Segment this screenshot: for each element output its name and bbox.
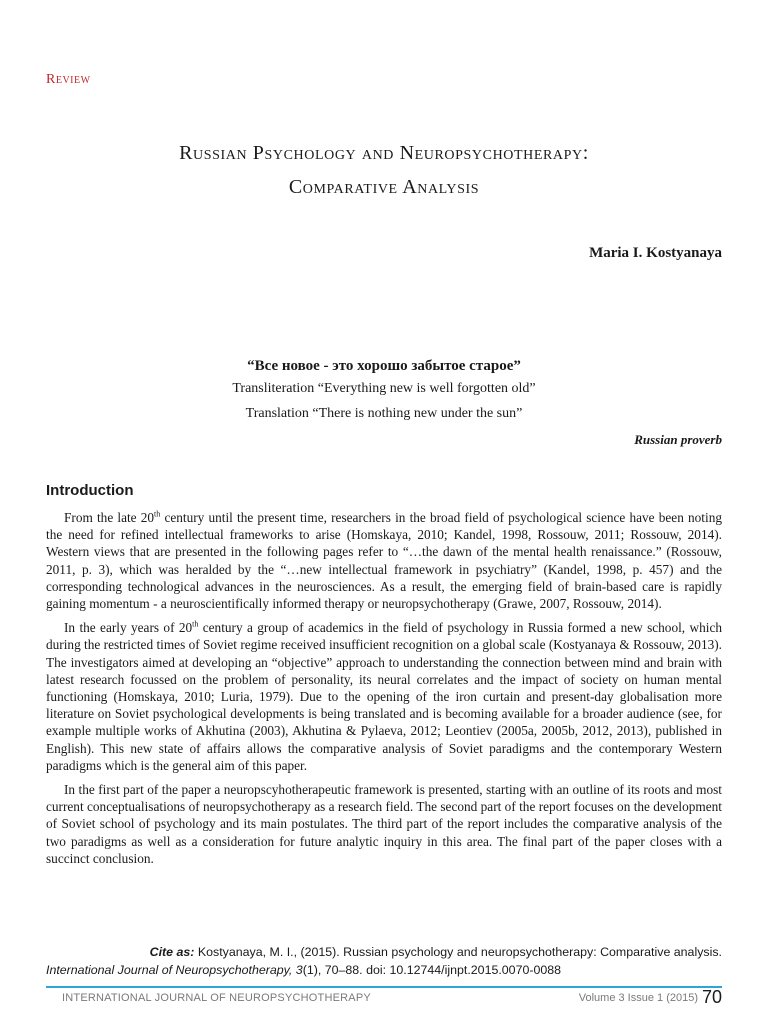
citation-block <box>46 943 722 979</box>
paragraph-1-superscript: th <box>154 509 161 519</box>
introduction-body <box>46 509 722 874</box>
paragraph-1 <box>46 509 722 612</box>
footer-journal-name: INTERNATIONAL JOURNAL OF NEUROPSYCHOTHERAPY <box>62 992 371 1004</box>
citation-journal: International Journal of Neuropsychotherapy, 3 <box>46 963 303 977</box>
citation-label: Cite as: <box>149 945 195 959</box>
citation-line-1 <box>46 943 722 961</box>
paragraph-2-text-b: century a group of academics in the field of psychology in Russia formed a new school, which during the restricted times of Soviet regime received insufficient recognition on a global scale (Kostyanaya & Rossouw, 2013). The investigators aimed at developing an “objective” approach to understanding the connection between mind and brain with latest research focussed on the problem of personality, its neural correlates and the impact of society on human mental functioning (Homskaya, 2010; Luria, 1979). Due to the opening of the iron curtain and present-day globalisation more literature on Soviet psychological developments is being translated and is becoming available for a broader audience (see, for example multiple works of Akhutina (2003), Akhutina & Pylaeva, 2012; Leontiev (2005a, 2005b, 2012, 2013), published in English). This new state of affairs allows the comparative analysis of Soviet paradigms and the contemporary Western paradigms which is the general aim of this paper. <box>46 620 722 773</box>
paragraph-2-text-a: In the early years of 20 <box>64 620 193 636</box>
article-title-line-2: Comparative Analysis <box>288 176 480 198</box>
paragraph-1-text-a: From the late 20 <box>64 510 155 525</box>
page-number: 70 <box>701 987 722 1007</box>
epigraph-quote: “Все новое - это хорошо забытое старое” <box>247 358 521 374</box>
paragraph-2 <box>46 619 722 774</box>
paragraph-2-superscript: th <box>192 619 199 629</box>
citation-text: Kostyanaya, M. I., (2015). Russian psychology and neuropsychotherapy: Comparative analysis. <box>194 945 722 959</box>
epigraph-translation: Translation “There is nothing new under the sun” <box>245 406 523 421</box>
paragraph-3: In the first part of the paper a neuropscyhotherapeutic framework is presented, starting with an outline of its roots and most current conceptualisations of neuropsychotherapy as a research field. The second part of the report focuses on the development of Soviet school of psychology and its main postulates. The third part of the report includes the comparative analysis of the two paradigms as well as a consideration for future analytic inquiry in this area. The final part of the paper closes with a succinct conclusion. <box>46 782 722 866</box>
article-title-line-1: Russian Psychology and Neuropsychotherapy: <box>179 142 589 164</box>
epigraph-transliteration: Transliteration “Everything new is well forgotten old” <box>232 381 536 396</box>
section-label: Review <box>46 72 91 87</box>
footer-volume-issue: Volume 3 Issue 1 (2015) <box>578 992 698 1004</box>
citation-issue-doi: (1), 70–88. doi: 10.12744/ijnpt.2015.0070-0088 <box>302 963 562 977</box>
section-heading-introduction: Introduction <box>46 482 134 499</box>
article-title <box>46 136 722 204</box>
epigraph-attribution: Russian proverb <box>634 432 722 447</box>
author-name: Maria I. Kostyanaya <box>589 245 722 261</box>
footer-rule <box>46 986 722 988</box>
paragraph-1-text-b: century until the present time, researchers in the broad field of psychological science have been noting the need for refined intellectual frameworks to arise (Homskaya, 2010; Kandel, 1998, Rossouw, 2011; Rossouw, 2014). Western views that are presented in the following pages refer to “…the dawn of the mental health renaissance.” (Rossouw, 2011, p. 3), which was heralded by the “…new intellectual framework in psychiatry” (Kandel, 1998, p. 457) and the corresponding technological advances in the neurosciences. As a result, the emerging field of brain-based care is rapidly gaining momentum - a neuroscientifically informed therapy or neuropsychotherapy (Grawe, 2007, Rossouw, 2014). <box>46 510 722 612</box>
epigraph <box>46 356 722 426</box>
citation-line-2 <box>46 961 722 979</box>
